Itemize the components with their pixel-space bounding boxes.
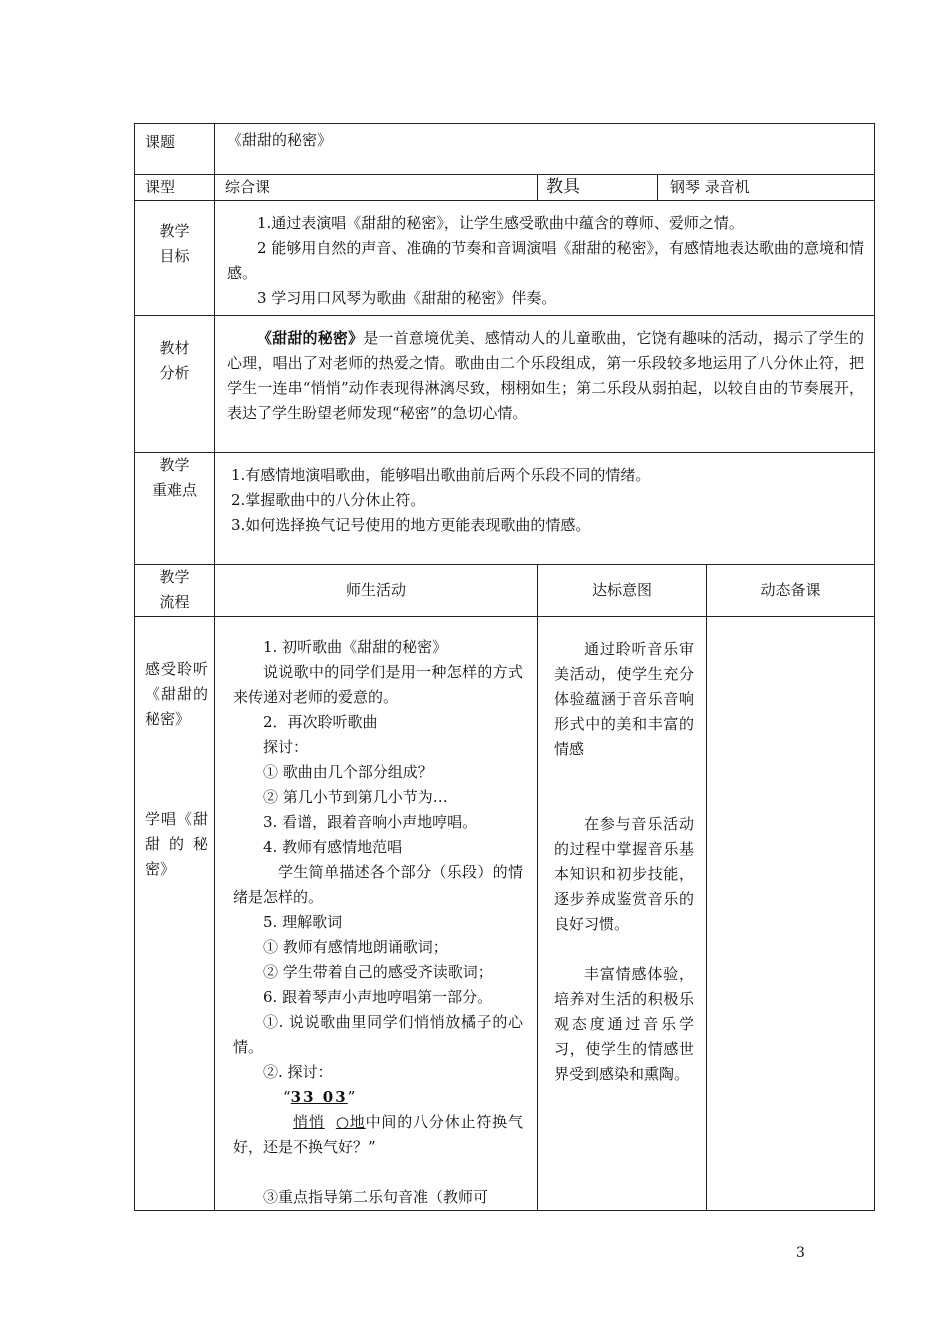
difficulties-label — [135, 453, 215, 565]
analysis-row — [135, 316, 875, 453]
difficulty-item: 2.掌握歌曲中的八分休止符。 — [231, 491, 426, 509]
activity-line: 5. 理解歌词 — [263, 913, 343, 931]
process-intent — [538, 617, 707, 1211]
process-stages — [135, 617, 215, 1211]
activity-line: 1. 初听歌曲《甜甜的秘密》 — [263, 638, 448, 656]
analysis-paragraph — [227, 326, 864, 426]
difficulties-label-line2: 重难点 — [151, 481, 197, 499]
column-header-intent: 达标意图 — [538, 565, 707, 617]
notation-close-quote: ” — [347, 1088, 356, 1106]
activity-line: 6. 跟着琴声小声地哼唱第一部分。 — [263, 988, 493, 1006]
goal-item: 3 学习用口风琴为歌曲《甜甜的秘密》伴奏。 — [257, 289, 557, 307]
topic-row — [135, 124, 875, 175]
analysis-song-title: 《甜甜的秘密》 — [257, 329, 364, 347]
goals-content — [215, 201, 875, 316]
process-label-line2: 流程 — [159, 593, 190, 611]
lesson-plan-table — [134, 123, 875, 1211]
notation-open-quote: “ — [283, 1088, 291, 1106]
type-label: 课型 — [135, 175, 215, 201]
activity-line — [233, 1110, 523, 1160]
difficulty-item: 1.有感情地演唱歌曲，能够唱出歌曲前后两个乐段不同的情绪。 — [231, 466, 651, 484]
analysis-content — [215, 316, 875, 453]
music-notation: 33 03 — [290, 1088, 348, 1106]
analysis-text: 是一首意境优美、感情动人的儿童歌曲，它饶有趣味的活动，揭示了学生的心理，唱出了对老师的热爱之情。歌曲由二个乐段组成，第一乐段较多地运用了八分休止符，把学生一连串“悄悄”动作表现得淋漓尽致，栩栩如生；第二乐段从弱拍起，以较自由的节奏展开，表达了学生盼望老师发现“秘密”的急切心情。 — [227, 329, 865, 422]
column-header-notes: 动态备课 — [707, 565, 875, 617]
analysis-label — [135, 316, 215, 453]
intent-paragraph: 通过聆听音乐审美活动，使学生充分体验蕴涵于音乐音响形式中的美和丰富的情感 — [554, 640, 694, 758]
stage-listen: 感受聆听《甜甜的秘密》 — [145, 660, 208, 728]
topic-label: 课题 — [135, 124, 215, 175]
goals-label-line2: 目标 — [159, 247, 190, 265]
analysis-label-line1: 教材 — [159, 339, 190, 357]
process-body-row — [135, 617, 875, 1211]
intent-paragraph: 在参与音乐活动的过程中掌握音乐基本知识和初步技能，逐步养成鉴赏音乐的良好习惯。 — [554, 815, 694, 933]
goals-label-line1: 教学 — [159, 222, 190, 240]
activity-line: ② 第几小节到第几小节为… — [263, 788, 448, 806]
page-number: 3 — [796, 1245, 805, 1261]
difficulties-content — [215, 453, 875, 565]
process-label-line1: 教学 — [159, 568, 190, 586]
activity-line: 说说歌中的同学们是用一种怎样的方式来传递对老师的爱意的。 — [233, 663, 523, 706]
column-header-activity: 师生活动 — [215, 565, 538, 617]
activity-line: ②. 探讨： — [263, 1063, 333, 1081]
process-header-row — [135, 565, 875, 617]
activity-line: ①. 说说歌曲里同学们悄悄放橘子的心情。 — [233, 1013, 523, 1056]
type-row — [135, 175, 875, 201]
tools-value: 钢琴 录音机 — [658, 175, 875, 201]
activity-line: 学生简单描述各个部分（乐段）的情绪是怎样的。 — [233, 863, 523, 906]
activity-line: 4. 教师有感情地范唱 — [263, 838, 403, 856]
analysis-label-line2: 分析 — [159, 364, 190, 382]
topic-value: 《甜甜的秘密》 — [215, 124, 875, 175]
difficulties-label-line1: 教学 — [159, 456, 190, 474]
goals-row — [135, 201, 875, 316]
activity-line: ② 学生带着自己的感受齐读歌词； — [263, 963, 493, 981]
goal-item: 1.通过表演唱《甜甜的秘密》，让学生感受歌曲中蕴含的尊师、爱师之情。 — [257, 214, 744, 232]
activity-question: 中间的八分休止符换气好，还是不换气好？” — [233, 1113, 523, 1156]
goals-label — [135, 201, 215, 316]
goal-item: 2 能够用自然的声音、准确的节奏和音调演唱《甜甜的秘密》，有感情地表达歌曲的意境和情感。 — [227, 239, 865, 282]
activity-line: 2．再次聆听歌曲 — [263, 713, 378, 731]
notation-line — [233, 1085, 523, 1110]
type-value: 综合课 — [215, 175, 538, 201]
process-label — [135, 565, 215, 617]
activity-line: 探讨： — [263, 738, 309, 756]
tools-label: 教具 — [538, 175, 658, 201]
activity-line: ③重点指导第二乐句音准（教师可 — [263, 1188, 489, 1206]
activity-line: ① 教师有感情地朗诵歌词； — [263, 938, 448, 956]
process-activity — [215, 617, 538, 1211]
stage-learn: 学唱《甜甜的秘密》 — [145, 810, 208, 878]
activity-line: ① 歌曲由几个部分组成？ — [263, 763, 433, 781]
lyric-word-2: ○地 — [335, 1113, 366, 1131]
activity-line: 3. 看谱，跟着音响小声地哼唱。 — [263, 813, 478, 831]
lyric-word-1: 悄悄 — [293, 1113, 325, 1131]
difficulties-row — [135, 453, 875, 565]
difficulty-item: 3.如何选择换气记号使用的地方更能表现歌曲的情感。 — [231, 516, 591, 534]
process-notes — [707, 617, 875, 1211]
intent-paragraph: 丰富情感体验，培养对生活的积极乐观态度通过音乐学习，使学生的情感世界受到感染和熏陶。 — [554, 965, 694, 1083]
